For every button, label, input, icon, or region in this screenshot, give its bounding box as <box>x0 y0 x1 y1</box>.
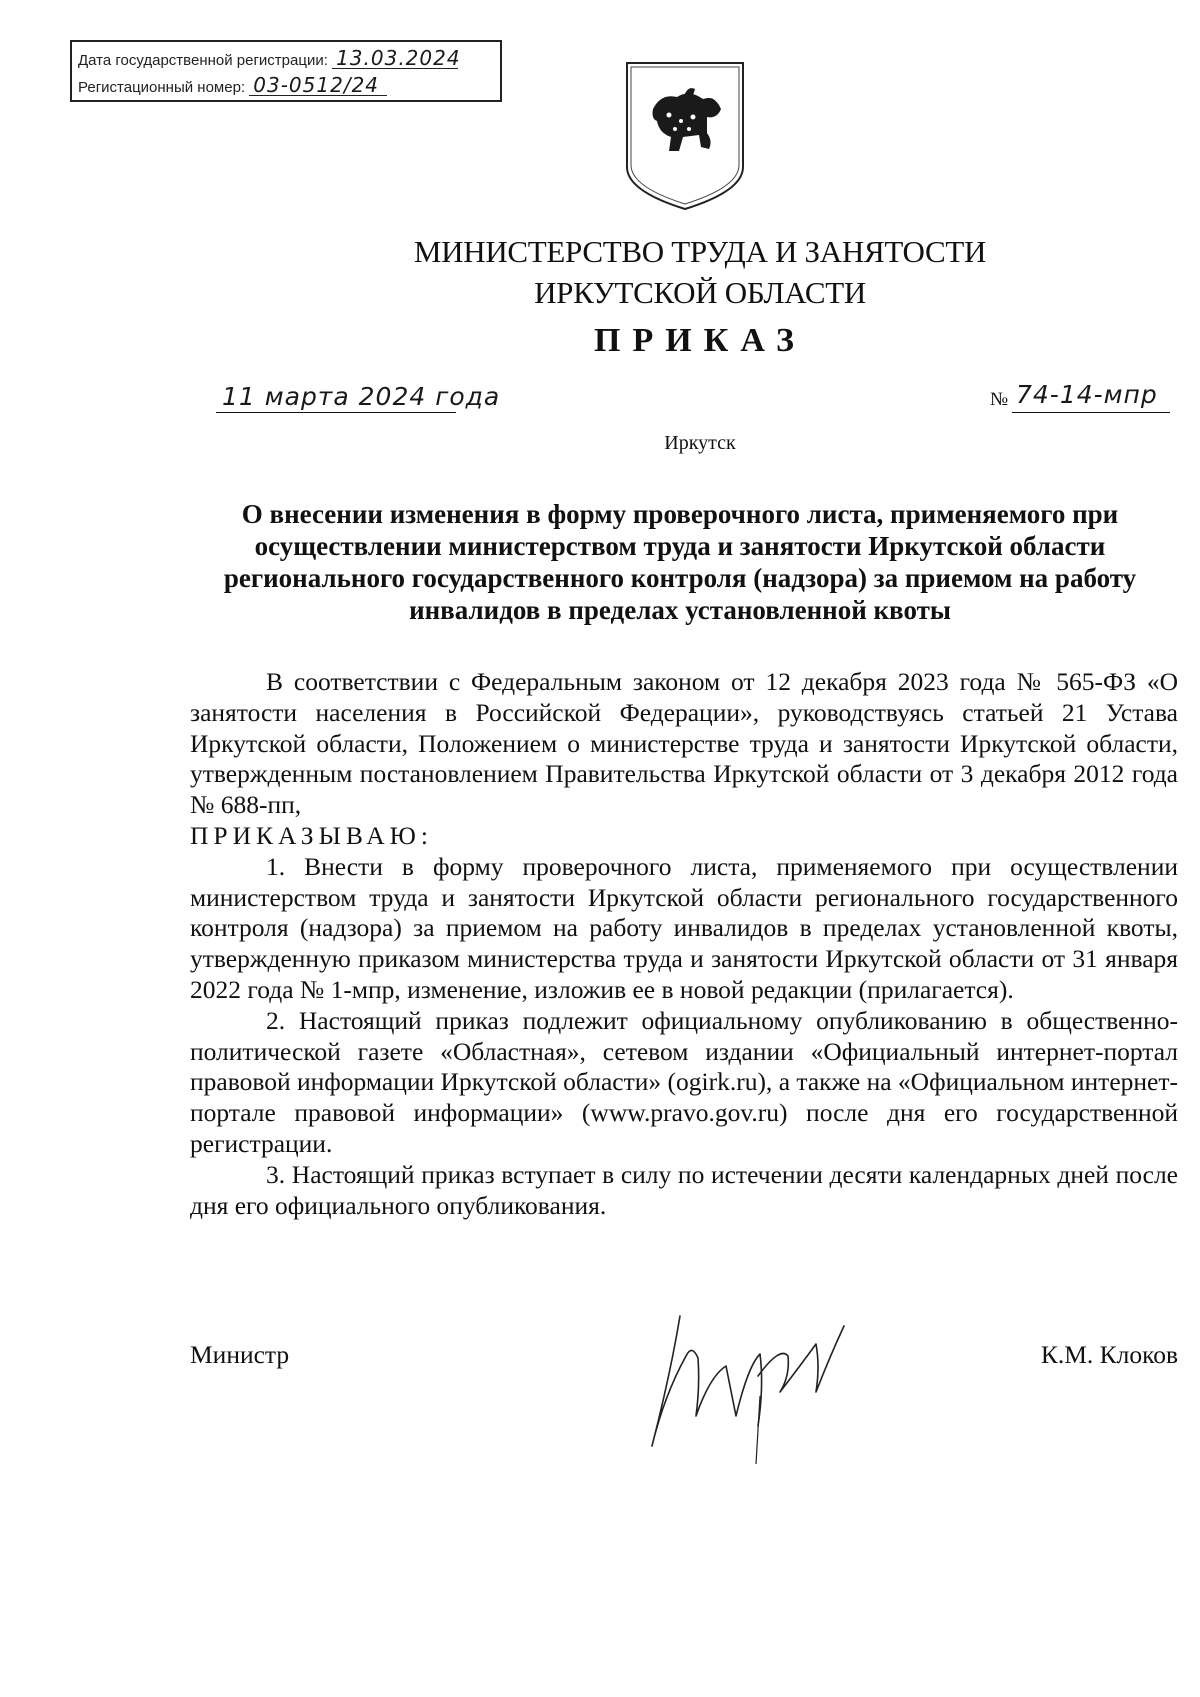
item-1-paragraph: 1. Внести в форму проверочного листа, применяемого при осуществлении министерством труда и занятости Иркутской области регионального государственного контроля (надзора) за приемом на работу инвалидов в пределах установленной квоты, утвержденную приказом министерства труда и занятости Иркутской области от 31 января 2022 года № 1-мпр, изменение, изложив ее в новой редакции (прилагается). <box>190 851 1178 1004</box>
registration-date-label: Дата государственной регистрации: <box>78 52 328 69</box>
registration-date-row <box>78 46 461 70</box>
item-2-paragraph: 2. Настоящий приказ подлежит официальному опубликованию в общественно-политической газете «Областная», сетевом издании «Официальный интернет-портал правовой информации Иркутской области» (ogirk.ru), а также на «Официальном интернет-портале правовой информации» (www.pravo.gov.ru) после дня его государственной регистрации. <box>190 1005 1178 1158</box>
order-number: 74-14-мпр <box>1016 380 1158 409</box>
registration-number-value: 03-0512/24 <box>249 75 387 96</box>
order-word: ПРИКАЗЫВАЮ: <box>190 820 433 850</box>
handwritten-signature <box>640 1296 860 1466</box>
registration-date-value: 13.03.2024 <box>332 48 458 69</box>
signatory-name: К.М. Клоков <box>1040 1340 1178 1369</box>
number-underline <box>1012 412 1170 413</box>
ministry-name-line2: ИРКУТСКОЙ ОБЛАСТИ <box>534 275 866 310</box>
document-title: О внесении изменения в форму проверочного листа, применяемого при осуществлении министерством труда и занятости Иркутской области регионального государственного контроля (надзора) за приемом на работу инвалидов в пределах установленной квоты <box>223 499 1137 625</box>
order-date: 11 марта 2024 года <box>222 382 501 411</box>
city: Иркутск <box>664 432 736 454</box>
registration-number-label: Регистационный номер: <box>78 79 246 96</box>
number-sign: № <box>990 389 1009 410</box>
item-3-paragraph: 3. Настоящий приказ вступает в силу по истечении десяти календарных дней после дня его официального опубликования. <box>190 1159 1178 1220</box>
date-underline <box>216 412 456 413</box>
document-body <box>190 667 1178 1221</box>
preamble-paragraph: В соответствии с Федеральным законом от 12 декабря 2023 года № 565-ФЗ «О занятости населения в Российской Федерации», руководствуясь статьей 21 Устава Иркутской области, Положением о министерстве труда и занятости Иркутской области, утвержденным постановлением Правительства Иркутской области от 3 декабря 2012 года № 688-пп, <box>190 667 1178 820</box>
registration-stamp <box>70 40 502 102</box>
ministry-name-line1: МИНИСТЕРСТВО ТРУДА И ЗАНЯТОСТИ <box>413 234 987 269</box>
document-type: ПРИКАЗ <box>594 322 806 359</box>
signatory-position: Министр <box>190 1340 290 1369</box>
coat-of-arms-icon <box>623 59 747 212</box>
registration-number-row <box>78 75 387 96</box>
